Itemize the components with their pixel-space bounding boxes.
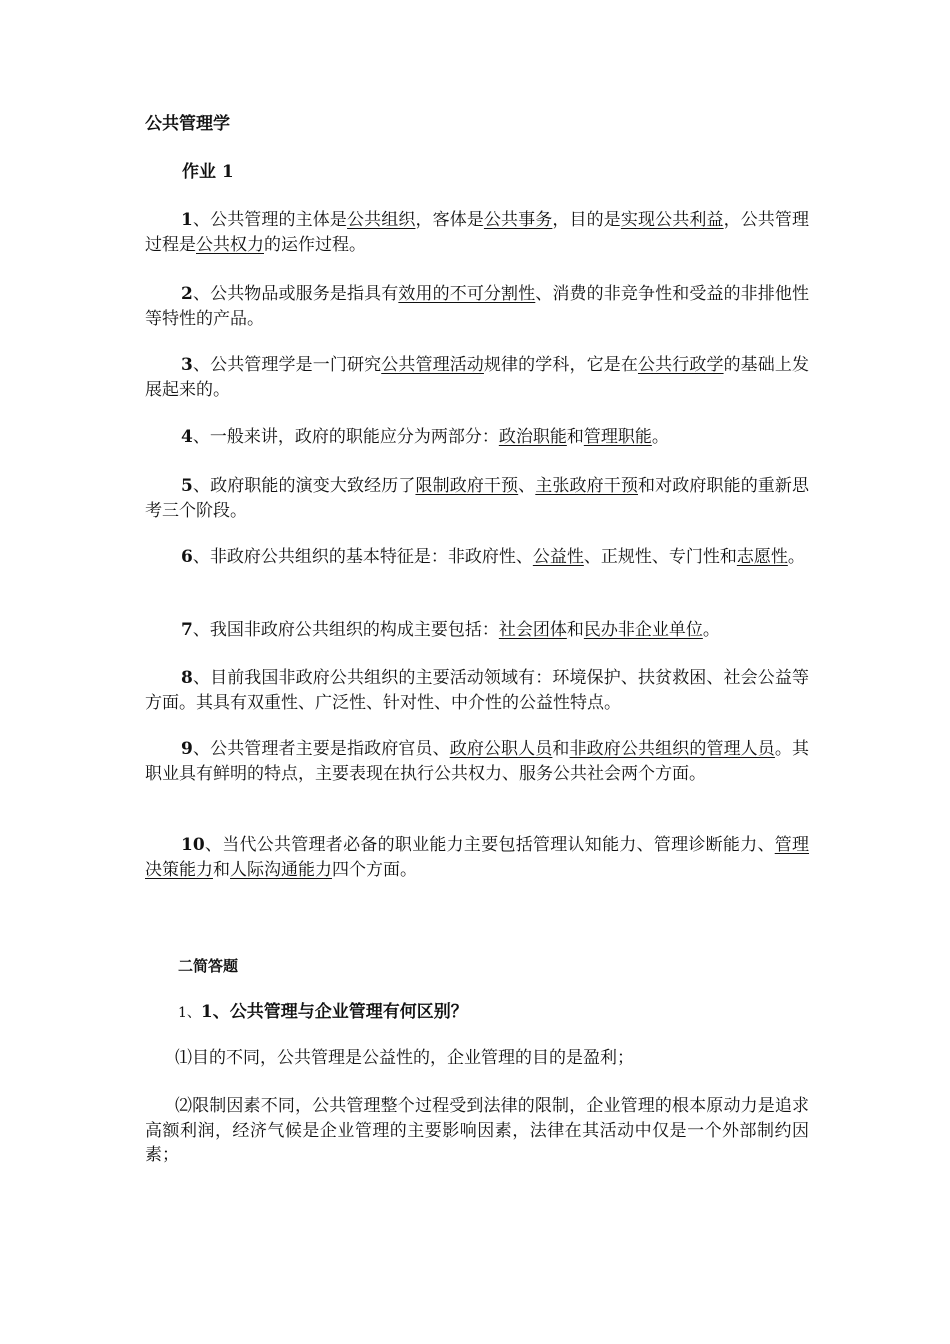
- item-text: 的基础上发展起来的。: [145, 355, 810, 400]
- item-text: 、政府职能的演变大致经历了: [192, 476, 416, 496]
- item-text: 、公共管理学是一门研究: [192, 355, 382, 375]
- answer-blank: 公共管理活动: [381, 355, 484, 375]
- fill-item-2: [145, 282, 809, 331]
- item-number: 5: [181, 476, 193, 496]
- document-title: 公共管理学: [145, 114, 230, 134]
- question-1: [178, 1000, 468, 1025]
- item-number: 7: [181, 620, 193, 640]
- item-number: 9: [181, 739, 193, 759]
- item-text: 、一般来讲，政府的职能应分为两部分：: [192, 427, 499, 447]
- item-text: 和: [213, 859, 230, 880]
- answer-blank: 政治职能: [498, 427, 567, 447]
- item-text: 的运作过程。: [264, 234, 366, 255]
- item-text: 和: [552, 739, 570, 759]
- answer-blank: 人际沟通能力: [230, 859, 332, 880]
- answer-blank: 主张政府干预: [535, 476, 638, 496]
- answer-blank: 社会团体: [498, 620, 567, 640]
- item-text: 。其职业具有鲜明的特点，主要表现在执行公共权力、服务公共社会两个方面。: [145, 739, 810, 784]
- answer-blank: 公共权力: [196, 234, 264, 255]
- item-text: 、正规性、专门性和: [583, 547, 737, 567]
- answer-blank: 管理职能: [583, 427, 652, 447]
- answer-blank: 政府公职人员: [449, 739, 553, 759]
- item-text: 、目前我国非政府公共组织的主要活动领域有：环境保护、扶贫救困、社会公益等方面。其具有双重性、广泛性、针对性、中介性的公益性特点。: [145, 668, 809, 713]
- item-text: ，客体是: [415, 210, 484, 230]
- question-text: 1、公共管理与企业管理有何区别？: [200, 1002, 468, 1022]
- item-number: 10: [181, 835, 205, 855]
- item-text: 。: [651, 427, 669, 447]
- answer-blank: 民办非企业单位: [583, 620, 703, 640]
- answer-blank: 限制政府干预: [415, 476, 519, 496]
- item-text: 、公共管理的主体是: [192, 210, 347, 230]
- item-text: 、非政府公共组织的基本特征是：非政府性、: [192, 547, 533, 567]
- answer-item: ⑴目的不同，公共管理是公益性的，企业管理的目的是盈利；: [175, 1048, 634, 1068]
- item-text: ，目的是: [552, 210, 621, 230]
- item-text: 四个方面。: [332, 859, 417, 880]
- answer-blank: 实现公共利益: [620, 210, 724, 230]
- fill-item-8: [145, 666, 809, 715]
- answer-blank: 管理决策能力: [145, 835, 810, 880]
- fill-item-5: [145, 474, 809, 523]
- fill-item-3: [145, 353, 809, 402]
- item-text: 和: [566, 427, 584, 447]
- answer-blank: 公共组织: [347, 210, 416, 230]
- fill-item-7: [145, 618, 809, 643]
- item-text: 、公共物品或服务是指具有: [192, 284, 399, 304]
- fill-item-4: [145, 425, 809, 450]
- answer-item: ⑵限制因素不同，公共管理整个过程受到法律的限制，企业管理的根本原动力是追求高额利润，经济气候是企业管理的主要影响因素，法律在其活动中仅是一个外部制约因素；: [145, 1096, 809, 1165]
- item-text: 、消费的非竞争性和受益的非排他性等特性的产品。: [145, 284, 810, 329]
- fill-item-6: [145, 545, 809, 570]
- item-text: 、当代公共管理者必备的职业能力主要包括管理认知能力、管理诊断能力、: [204, 835, 775, 855]
- answer-blank: 效用的不可分割性: [398, 284, 536, 304]
- answer-blank: 公共行政学: [637, 355, 724, 375]
- answer-blank: 非政府公共组织的管理人员: [569, 739, 775, 759]
- item-number: 6: [181, 547, 193, 567]
- item-text: 。: [702, 620, 720, 640]
- item-text: 和: [566, 620, 584, 640]
- item-text: 规律的学科，它是在: [483, 355, 638, 375]
- item-text: 。: [787, 547, 805, 567]
- item-number: 2: [181, 284, 193, 304]
- item-text: ，公共管理过程是: [145, 210, 810, 255]
- item-text: 、公共管理者主要是指政府官员、: [192, 739, 450, 759]
- item-number: 3: [181, 355, 193, 375]
- homework-title: 作业 1: [182, 162, 234, 182]
- item-text: 、我国非政府公共组织的构成主要包括：: [192, 620, 499, 640]
- question-prefix: 1、: [178, 1005, 201, 1021]
- fill-item-9: [145, 737, 809, 786]
- item-number: 8: [181, 668, 193, 688]
- fill-item-1: [145, 208, 809, 257]
- answer-blank: 公益性: [532, 547, 584, 567]
- item-number: 1: [181, 210, 193, 230]
- answer-blank: 志愿性: [736, 547, 788, 567]
- answer-blank: 公共事务: [483, 210, 553, 230]
- item-text: 、: [518, 476, 536, 496]
- fill-item-10: [145, 833, 809, 882]
- section-title-short-answer: 二简答题: [178, 957, 239, 975]
- item-text: 和对政府职能的重新思考三个阶段。: [145, 476, 810, 521]
- item-number: 4: [181, 427, 193, 447]
